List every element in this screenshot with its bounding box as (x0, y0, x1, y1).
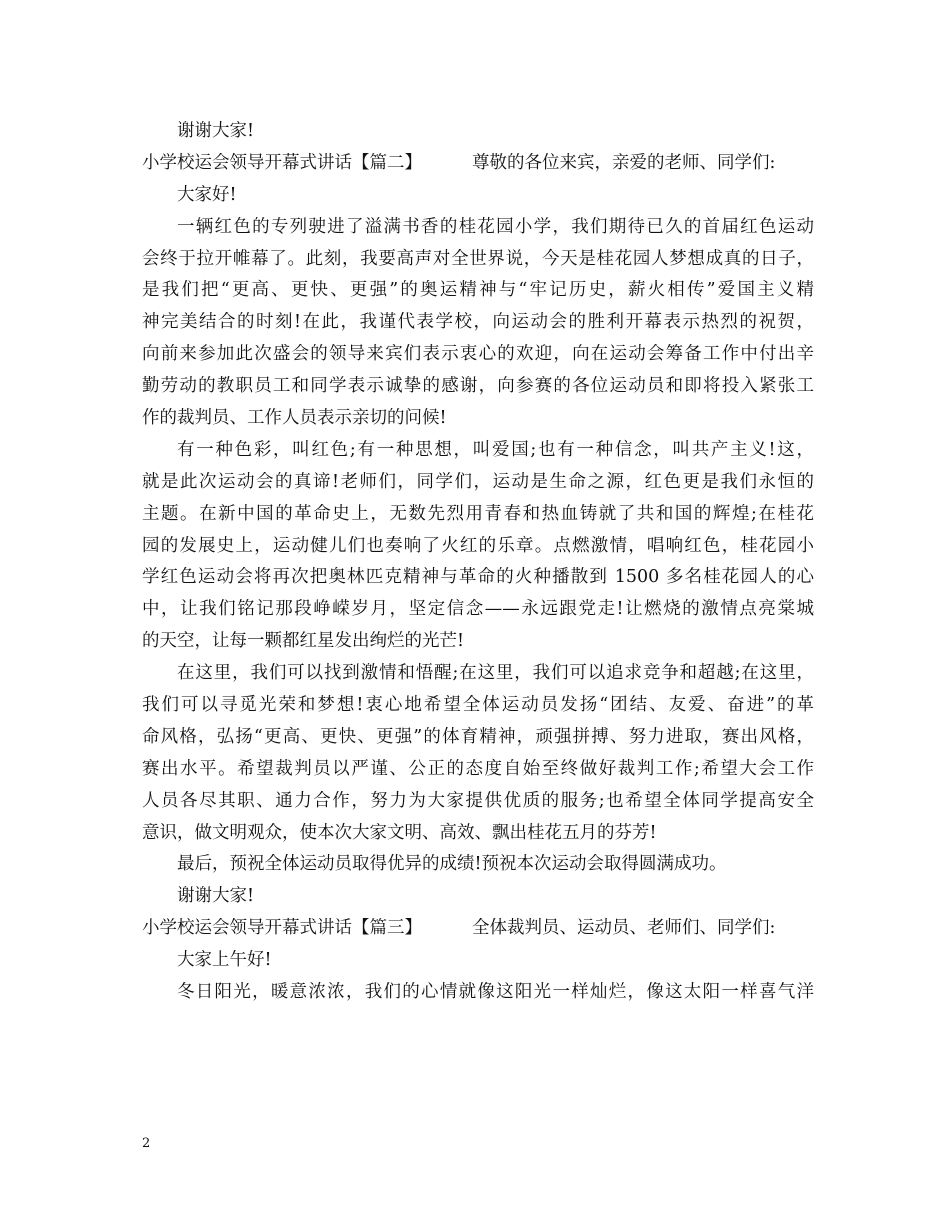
closing-thanks: 谢谢大家! (177, 886, 255, 907)
paragraph-line: 神完美结合的时刻!在此，我谨代表学校，向运动会的胜利开幕表示热烈的祝贺， (142, 312, 814, 333)
section-heading-2 (142, 148, 814, 180)
paragraph-line: 赛出水平。希望裁判员以严谨、公正的态度自始至终做好裁判工作;希望大会工作 (142, 758, 814, 779)
paragraph-line: 人员各尽其职、通力合作，努力为大家提供优质的服务;也希望全体同学提高安全 (142, 790, 814, 811)
paragraph-line: 大家上午好! (177, 950, 272, 971)
page-number: 2 (142, 1136, 151, 1151)
paragraph-line: 中，让我们铭记那段峥嵘岁月，坚定信念——永远跟党走!让燃烧的激情点亮棠城 (142, 599, 814, 620)
paragraph-line: 最后，预祝全体运动员取得优异的成绩!预祝本次运动会取得圆满成功。 (177, 854, 727, 875)
paragraph-line: 就是此次运动会的真谛!老师们，同学们，运动是生命之源，红色更是我们永恒的 (142, 471, 814, 492)
paragraph-line: 一辆红色的专列驶进了溢满书香的桂花园小学，我们期待已久的首届红色运动 (177, 216, 814, 237)
paragraph-line: 会终于拉开帷幕了。此刻，我要高声对全世界说，今天是桂花园人梦想成真的日子， (142, 248, 814, 269)
section-title-3: 小学校运会领导开幕式讲话【篇三】 (142, 918, 422, 939)
paragraph-line: 有一种色彩，叫红色;有一种思想，叫爱国;也有一种信念，叫共产主义!这， (177, 439, 814, 460)
paragraph-line: 学红色运动会将再次把奥林匹克精神与革命的火种播散到 1500 多名桂花园人的心 (142, 567, 814, 588)
section-greeting-2: 尊敬的各位来宾，亲爱的老师、同学们: (472, 152, 776, 173)
paragraph-line: 冬日阳光，暖意浓浓，我们的心情就像这阳光一样灿烂，像这太阳一样喜气洋 (177, 982, 814, 1003)
paragraph-line: 园的发展史上，运动健儿们也奏响了火红的乐章。点燃激情，唱响红色，桂花园小 (142, 535, 814, 556)
paragraph-line: 大家好! (177, 184, 237, 205)
section-title-2: 小学校运会领导开幕式讲话【篇二】 (142, 152, 422, 173)
paragraph-line: 我们可以寻觅光荣和梦想!衷心地希望全体运动员发扬“团结、友爱、奋进”的革 (142, 695, 814, 716)
section-greeting-3: 全体裁判员、运动员、老师们、同学们: (472, 918, 776, 939)
paragraph-line: 意识，做文明观众，使本次大家文明、高效、飘出桂花五月的芬芳! (142, 822, 657, 843)
paragraph-line: 是我们把“更高、更快、更强”的奥运精神与“牢记历史，薪火相传”爱国主义精 (142, 280, 814, 301)
closing-thanks: 谢谢大家! (177, 121, 255, 141)
paragraph-line: 在这里，我们可以找到激情和悟醒;在这里，我们可以追求竞争和超越;在这里， (177, 663, 814, 684)
section-heading-3 (142, 913, 814, 945)
paragraph-line: 的天空，让每一颗都红星发出绚烂的光芒! (142, 631, 465, 652)
document-body (142, 116, 814, 1009)
paragraph-line: 命风格，弘扬“更高、更快、更强”的体育精神，顽强拼搏、努力进取，赛出风格， (142, 726, 814, 747)
paragraph-line: 作的裁判员、工作人员表示亲切的问候! (142, 408, 447, 429)
paragraph-line: 主题。在新中国的革命史上，无数先烈用青春和热血铸就了共和国的辉煌;在桂花 (142, 503, 814, 524)
paragraph-line: 勤劳动的教职员工和同学表示诚挚的感谢，向参赛的各位运动员和即将投入紧张工 (142, 376, 814, 397)
paragraph-line: 向前来参加此次盛会的领导来宾们表示衷心的欢迎，向在运动会筹备工作中付出辛 (142, 344, 814, 365)
